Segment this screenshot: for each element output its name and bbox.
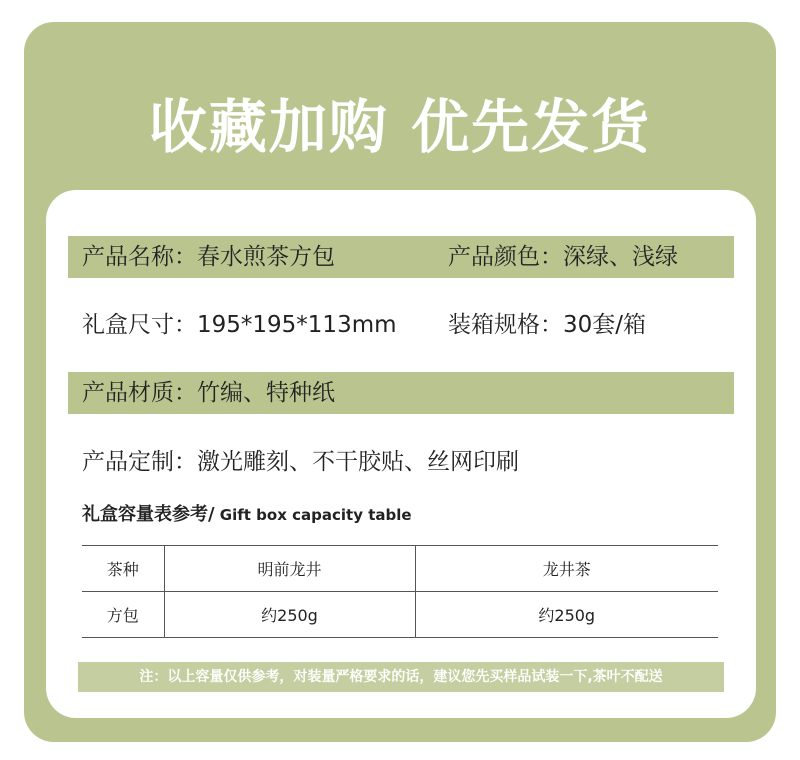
row-mingqian-capacity: 约250g — [164, 592, 415, 638]
header-tea-type: 茶种 — [82, 546, 164, 592]
row-longjing-capacity: 约250g — [415, 592, 718, 638]
capacity-note: 注：以上容量仅供参考，对装量严格要求的话，建议您先买样品试装一下,茶叶不配送 — [78, 662, 724, 692]
headline: 收藏加购 优先发货 — [148, 93, 652, 161]
row-package: 方包 — [82, 592, 164, 638]
spec-packing: 装箱规格：30套/箱 — [448, 312, 647, 338]
spec-box-size: 礼盒尺寸：195*195*113mm — [82, 312, 397, 338]
capacity-title-en: Gift box capacity table — [214, 506, 412, 524]
header-mingqian-longjing: 明前龙井 — [164, 546, 415, 592]
table-header-row — [82, 546, 718, 592]
table-row — [82, 592, 718, 638]
capacity-title — [82, 500, 412, 526]
spec-customization: 产品定制：激光雕刻、不干胶贴、丝网印刷 — [82, 449, 519, 475]
capacity-table — [82, 545, 718, 638]
header-longjing: 龙井茶 — [415, 546, 718, 592]
spec-material: 产品材质：竹编、特种纸 — [82, 380, 335, 406]
capacity-title-cn: 礼盒容量表参考/ — [82, 504, 215, 525]
spec-product-color: 产品颜色：深绿、浅绿 — [448, 244, 678, 270]
spec-product-name: 产品名称：春水煎茶方包 — [82, 244, 335, 270]
